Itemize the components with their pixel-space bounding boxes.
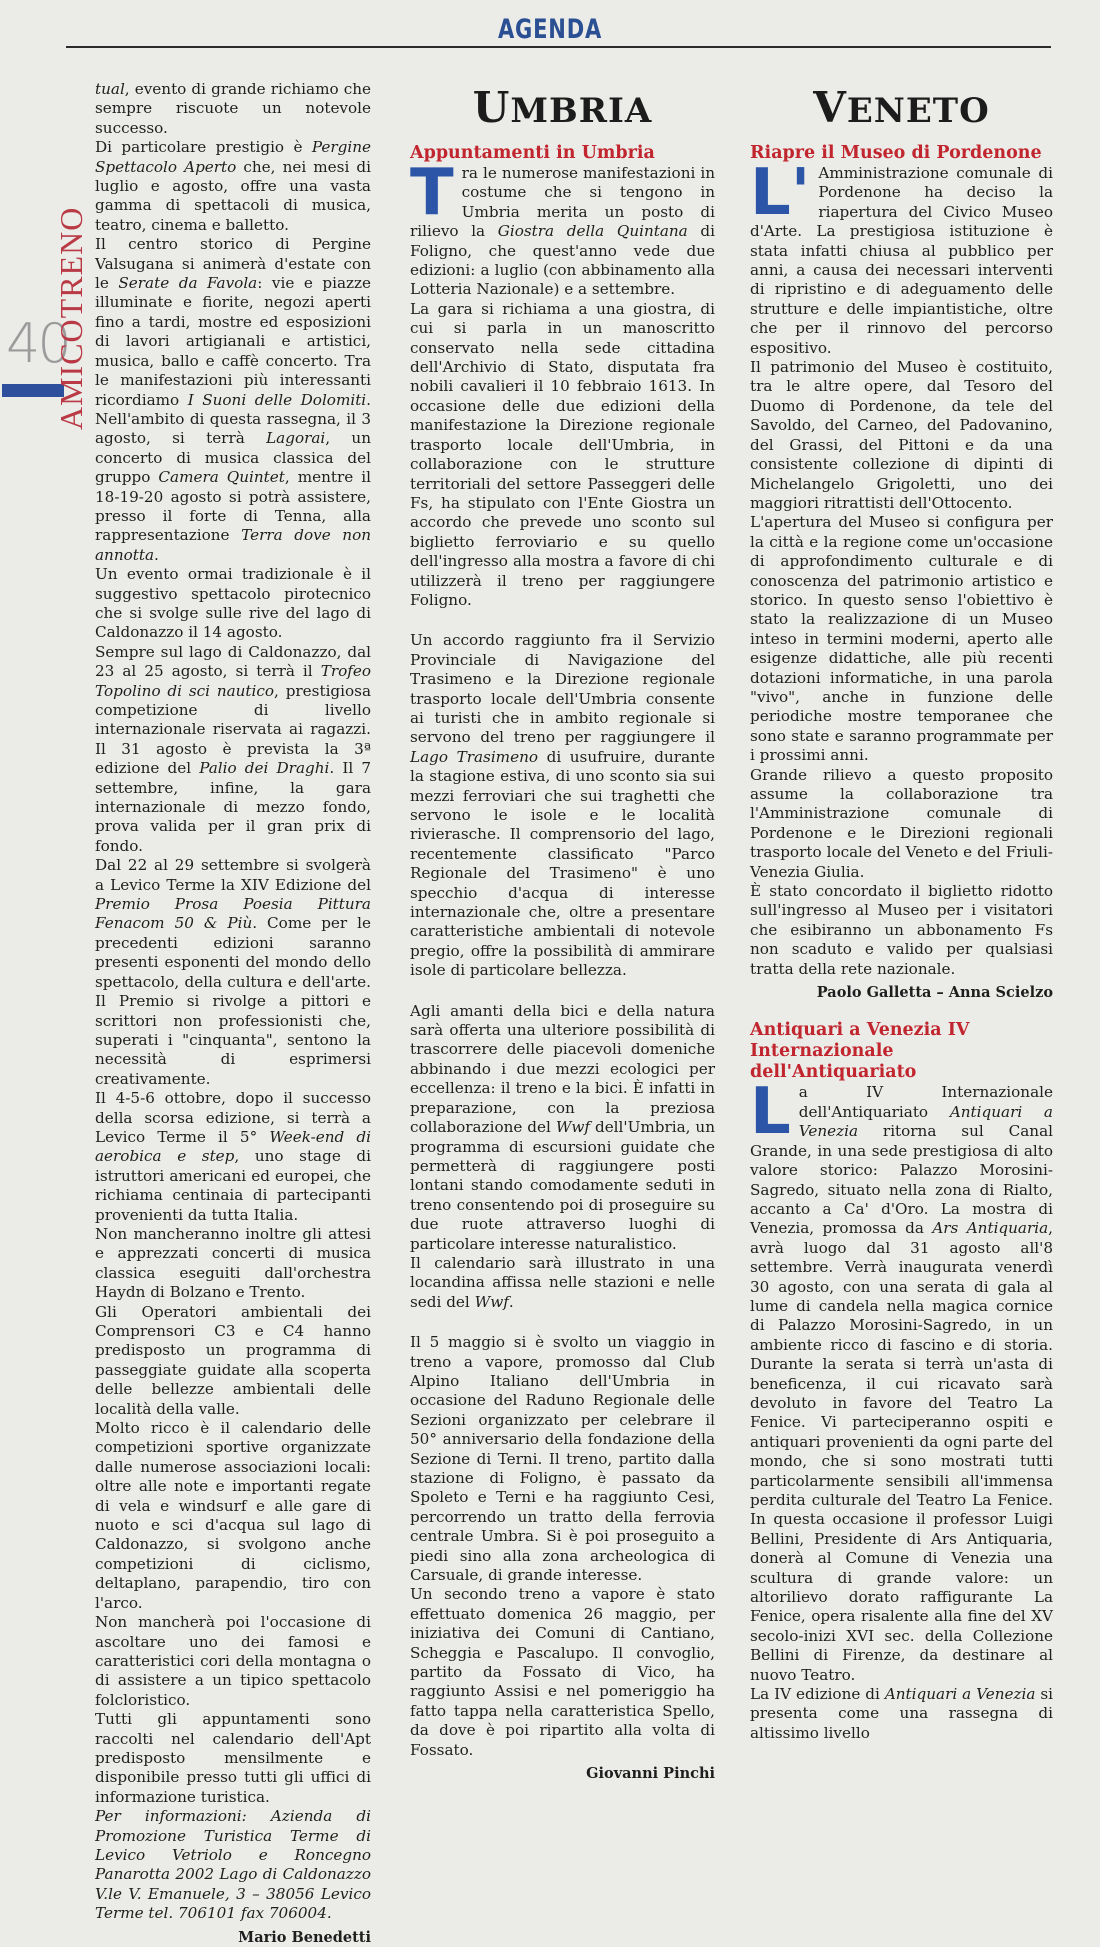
headline-appuntamenti: Appuntamenti in Umbria [410,143,655,163]
paragraph: ra le numerose manifestazioni in costume che si tengono in Umbria merita un posto di rilievo la Giostra della Quintana di Foligno, che quest'anno vede due edizioni: a luglio (con abbinamento alla Lotteria Nazionale) e a settembre. [410,164,715,299]
paragraph: Il calendario sarà illustrato in una locandina affissa nelle stazioni e nelle sedi del Wwf. [410,1253,715,1311]
paragraph: Un accordo raggiunto fra il Servizio Provinciale di Navigazione del Trasimeno e la Direzione regionale trasporto locale dell'Umbria consente ai turisti che in ambito regionale si servono del treno per raggiungere il Lago Trasimeno di usufruire, durante la stagione estiva, di uno sconto sia sui mezzi ferroviari che sui traghetti che servono le isole e le località rivierasche. Il comprensorio del lago, recentemente classificato "Parco Regionale del Trasimeno" è uno specchio d'acqua di interesse internazionale che, oltre a presentare caratteristiche ambientali di notevole pregio, offre la possibilità di ammirare isole di particolare bellezza. [410,631,715,980]
paragraph: Non mancheranno inoltre gli attesi e apprezzati concerti di musica classica eseguiti dall'orchestra Haydn di Bolzano e Trento. [95,1224,371,1302]
section-header: AGENDA [497,14,603,45]
paragraph: Amministrazione comunale di Pordenone ha deciso la riapertura del Civico Museo d'Arte. La prestigiosa istituzione è stata infatti chiusa al pubblico per anni, a causa dei necessari interventi di ripristino e di adeguamento delle strutture e delle impiantistiche, oltre che per il rinnovo del percorso espositivo. [750,164,1053,357]
paragraph-gap [410,981,715,1002]
col1-body [95,80,371,1924]
paragraph: L'apertura del Museo si configura per la città e la regione come un'occasione di approfondimento culturale e di conoscenza del patrimonio artistico e storico. In questo senso l'obiettivo è stato la realizzazione di un Museo inteso in termini moderni, aperto alle esigenze didattiche, alle più recenti dotazioni informatiche, in una parola "vivo", anche in funzione delle periodiche mostre temporanee che sono state e saranno programmate per i prossimi anni. [750,513,1053,765]
paragraph-gap [410,610,715,631]
dropcap: L' [750,156,811,230]
byline: Giovanni Pinchi [586,1765,715,1783]
headline-museo-pordenone: Riapre il Museo di Pordenone [750,143,1042,163]
column-trentino [95,80,371,1947]
paragraph: Tutti gli appuntamenti sono raccolti nel calendario dell'Apt predisposto mensilmente e disponibile presso tutti gli uffici di informazione turistica. [95,1710,371,1806]
paragraph-gap [410,1312,715,1333]
paragraph: Il 4-5-6 ottobre, dopo il successo della scorsa edizione, si terrà a Levico Terme il 5° Week-end di aerobica e step, uno stage di istruttori americani ed europei, che richiama centinaia di partecipanti provenienti da tutta Italia. [95,1089,371,1224]
headline-antiquari-venezia: Antiquari a Venezia IV Internazionale dell'Antiquariato [750,1020,970,1083]
paragraph: La IV edizione di Antiquari a Venezia si presenta come una rassegna di altissimo livello [750,1685,1053,1742]
page-number: 40 [6,312,69,375]
magazine-name: AMICOTRENO [53,206,89,430]
dropcap: T [410,156,454,230]
byline: Mario Benedetti [238,1928,371,1946]
col2-body [410,156,715,1760]
paragraph: Sempre sul lago di Caldonazzo, dal 23 al 25 agosto, si terrà il Trofeo Topolino di sci nautico, prestigiosa competizione di livello internazionale riservata ai ragazzi. Il 31 agosto è prevista la 3ª edizione del Palio dei Draghi. Il 7 settembre, infine, la gara internazionale di mezzo fondo, prova valida per il gran prix di fondo. [95,642,371,855]
column-veneto [750,80,1053,1743]
paragraph: Molto ricco è il calendario delle competizioni sportive organizzate dalle numerose associazioni locali: oltre alle note e importanti regate di vela e windsurf e alle gare di nuoto e sci d'acqua sul lago di Caldonazzo, si svolgono anche competizioni di ciclismo, deltaplano, parapendio, tiro con l'arco. [95,1419,371,1612]
paragraph: Di particolare prestigio è Pergine Spettacolo Aperto che, nei mesi di luglio e agosto, offre una vasta gamma di spettacoli di musica, teatro, cinema e balletto. [95,138,371,234]
paragraph: La gara si richiama a una giostra, di cui si parla in un manoscritto conservato nella sede cittadina dell'Archivio di Stato, disputata fra nobili cavalieri il 10 febbraio 1613. In occasione delle due edizioni della manifestazione la Direzione regionale trasporto locale dell'Umbria, in collaborazione con le strutture territoriali del settore Passeggeri delle Fs, ha stipulato con l'Ente Giostra un accordo che prevede uno sconto sul biglietto ferroviario e su quello dell'ingresso alla mostra a favore di chi utilizzerà il treno per raggiungere Foligno. [410,299,715,609]
column-umbria [410,80,715,1784]
paragraph: a IV Internazionale dell'Antiquariato Antiquari a Venezia ritorna sul Canal Grande, in una sede prestigiosa di alto valore storico: Palazzo Morosini-Sagredo, situato nella zona di Rialto, accanto a Ca' d'Oro. La mostra di Venezia, promossa da Ars Antiquaria, avrà luogo dal 31 agosto all'8 settembre. Verrà inaugurata venerdì 30 agosto, con una serata di gala al lume di candela nella magica cornice di Palazzo Morosini-Sagredo, in un ambiente ricco di fascino e di storia. Durante la serata si terrà un'asta di beneficenza, il cui ricavato sarà devoluto in favore del Teatro La Fenice. Vi parteciperanno ospiti e antiquari provenienti da ogni parte del mondo, che si sono mostrati tutti particolarmente sensibili all'immensa perdita culturale del Teatro La Fenice. In questa occasione il professor Luigi Bellini, Presidente di Ars Antiquaria, donerà al Comune di Venezia una scultura di grande valore: un altorilievo dorato raffigurante La Fenice, opera risalente alla fine del XV secolo-inizi XVI sec. della Collezione Bellini di Firenze, da destinare al nuovo Teatro. [750,1083,1053,1684]
paragraph: Il centro storico di Pergine Valsugana si animerà d'estate con le Serate da Favola: vie e piazze illuminate e fiorite, negozi aperti fino a tardi, mostre ed esposizioni di lavori artigianali e artistici, musica, ballo e caffè concerto. Tra le manifestazioni più interessanti ricordiamo I Suoni delle Dolomiti. Nell'ambito di questa rassegna, il 3 agosto, si terrà Lagorai, un concerto di musica classica del gruppo Camera Quintet, mentre il 18-19-20 agosto si potrà assistere, presso il forte di Tenna, alla rappresentazione Terra dove non annotta. [95,235,372,564]
paragraph: Gli Operatori ambientali dei Comprensori C3 e C4 hanno predisposto un programma di passeggiate guidate alla scoperta delle bellezze ambientali delle località della valle. [95,1302,371,1418]
section-title-umbria: UMBRIA [472,83,653,132]
section-title-veneto: VENETO [813,83,990,132]
paragraph: Per informazioni: Azienda di Promozione Turistica Terme di Levico Vetriolo e Roncegno Panarotta 2002 Lago di Caldonazzo V.le V. Emanuele, 3 – 38056 Levico Terme tel. 706101 fax 706004. [95,1807,371,1923]
paragraph: Grande rilievo a questo proposito assume la collaborazione tra l'Amministrazione comunale di Pordenone e le Direzioni regionali trasporto locale del Veneto e del Friuli-Venezia Giulia. [750,765,1053,881]
paragraph: Un secondo treno a vapore è stato effettuato domenica 26 maggio, per iniziativa dei Comuni di Cantiano, Scheggia e Pascalupo. Il convoglio, partito da Fossato di Vico, ha raggiunto Assisi e nel pomeriggio ha fatto tappa nella caratteristica Spello, da dove è poi ripartito alla volta di Fossato. [410,1585,715,1759]
paragraph: Il 5 maggio si è svolto un viaggio in treno a vapore, promosso dal Club Alpino Italiano dell'Umbria in occasione del Raduno Regionale delle Sezioni organizzato per celebrare il 50° anniversario della fondazione della Sezione di Terni. Il treno, partito dalla stazione di Foligno, è passato da Spoleto e Terni e ha raggiunto Cesi, percorrendo un tratto della ferrovia centrale Umbra. Si è poi proseguito a piedi sino alla zona archeologica di Carsuale, di grande interesse. [410,1333,715,1585]
byline: Paolo Galletta – Anna Scielzo [816,984,1053,1002]
paragraph: Agli amanti della bici e della natura sarà offerta una ulteriore possibilità di trascorrere delle piacevoli domeniche abbinando i due mezzi ecologici per eccellenza: il treno e la bici. È infatti in preparazione, con la preziosa collaborazione del Wwf dell'Umbria, un programma di escursioni guidate che permetterà di raggiungere posti lontani stando comodamente seduti in treno consentendo poi di proseguire su due ruote attraverso luoghi di particolare interesse naturalistico. [410,1001,715,1253]
paragraph: È stato concordato il biglietto ridotto sull'ingresso al Museo per i visitatori che esibiranno un abbonamento Fs non scaduto e valido per qualsiasi tratta della rete nazionale. [750,882,1053,978]
dropcap: L [750,1075,791,1150]
paragraph: Dal 22 al 29 settembre si svolgerà a Levico Terme la XIV Edizione del Premio Prosa Poesia Pittura Fenacom 50 & Più. Come per le precedenti edizioni saranno presenti esponenti del mondo dello spettacolo, della cultura e dell'arte. Il Premio si rivolge a pittori e scrittori non professionisti che, superati i "cinquanta", sentono la necessità di esprimersi creativamente. [95,856,371,1088]
paragraph: Un evento ormai tradizionale è il suggestivo spettacolo pirotecnico che si svolge sulle rive del lago di Caldonazzo il 14 agosto. [95,565,371,642]
paragraph: Non mancherà poi l'occasione di ascoltare uno dei famosi e caratteristici cori della montagna o di assistere a un tipico spettacolo folcloristico. [95,1613,371,1709]
paragraph: tual, evento di grande richiamo che sempre riscuote un notevole successo. [95,80,371,137]
header-rule [66,46,1051,48]
col3-body-1 [750,156,1053,979]
col3-body-2 [750,1075,1053,1743]
paragraph: Il patrimonio del Museo è costituito, tra le altre opere, dal Tesoro del Duomo di Pordenone, da tele del Savoldo, del Carneo, del Padovanino, del Grassi, del Pittoni e da una consistente collezione di dipinti di Michelangelo Grigoletti, uno dei maggiori ritrattisti dell'Ottocento. [750,358,1053,512]
